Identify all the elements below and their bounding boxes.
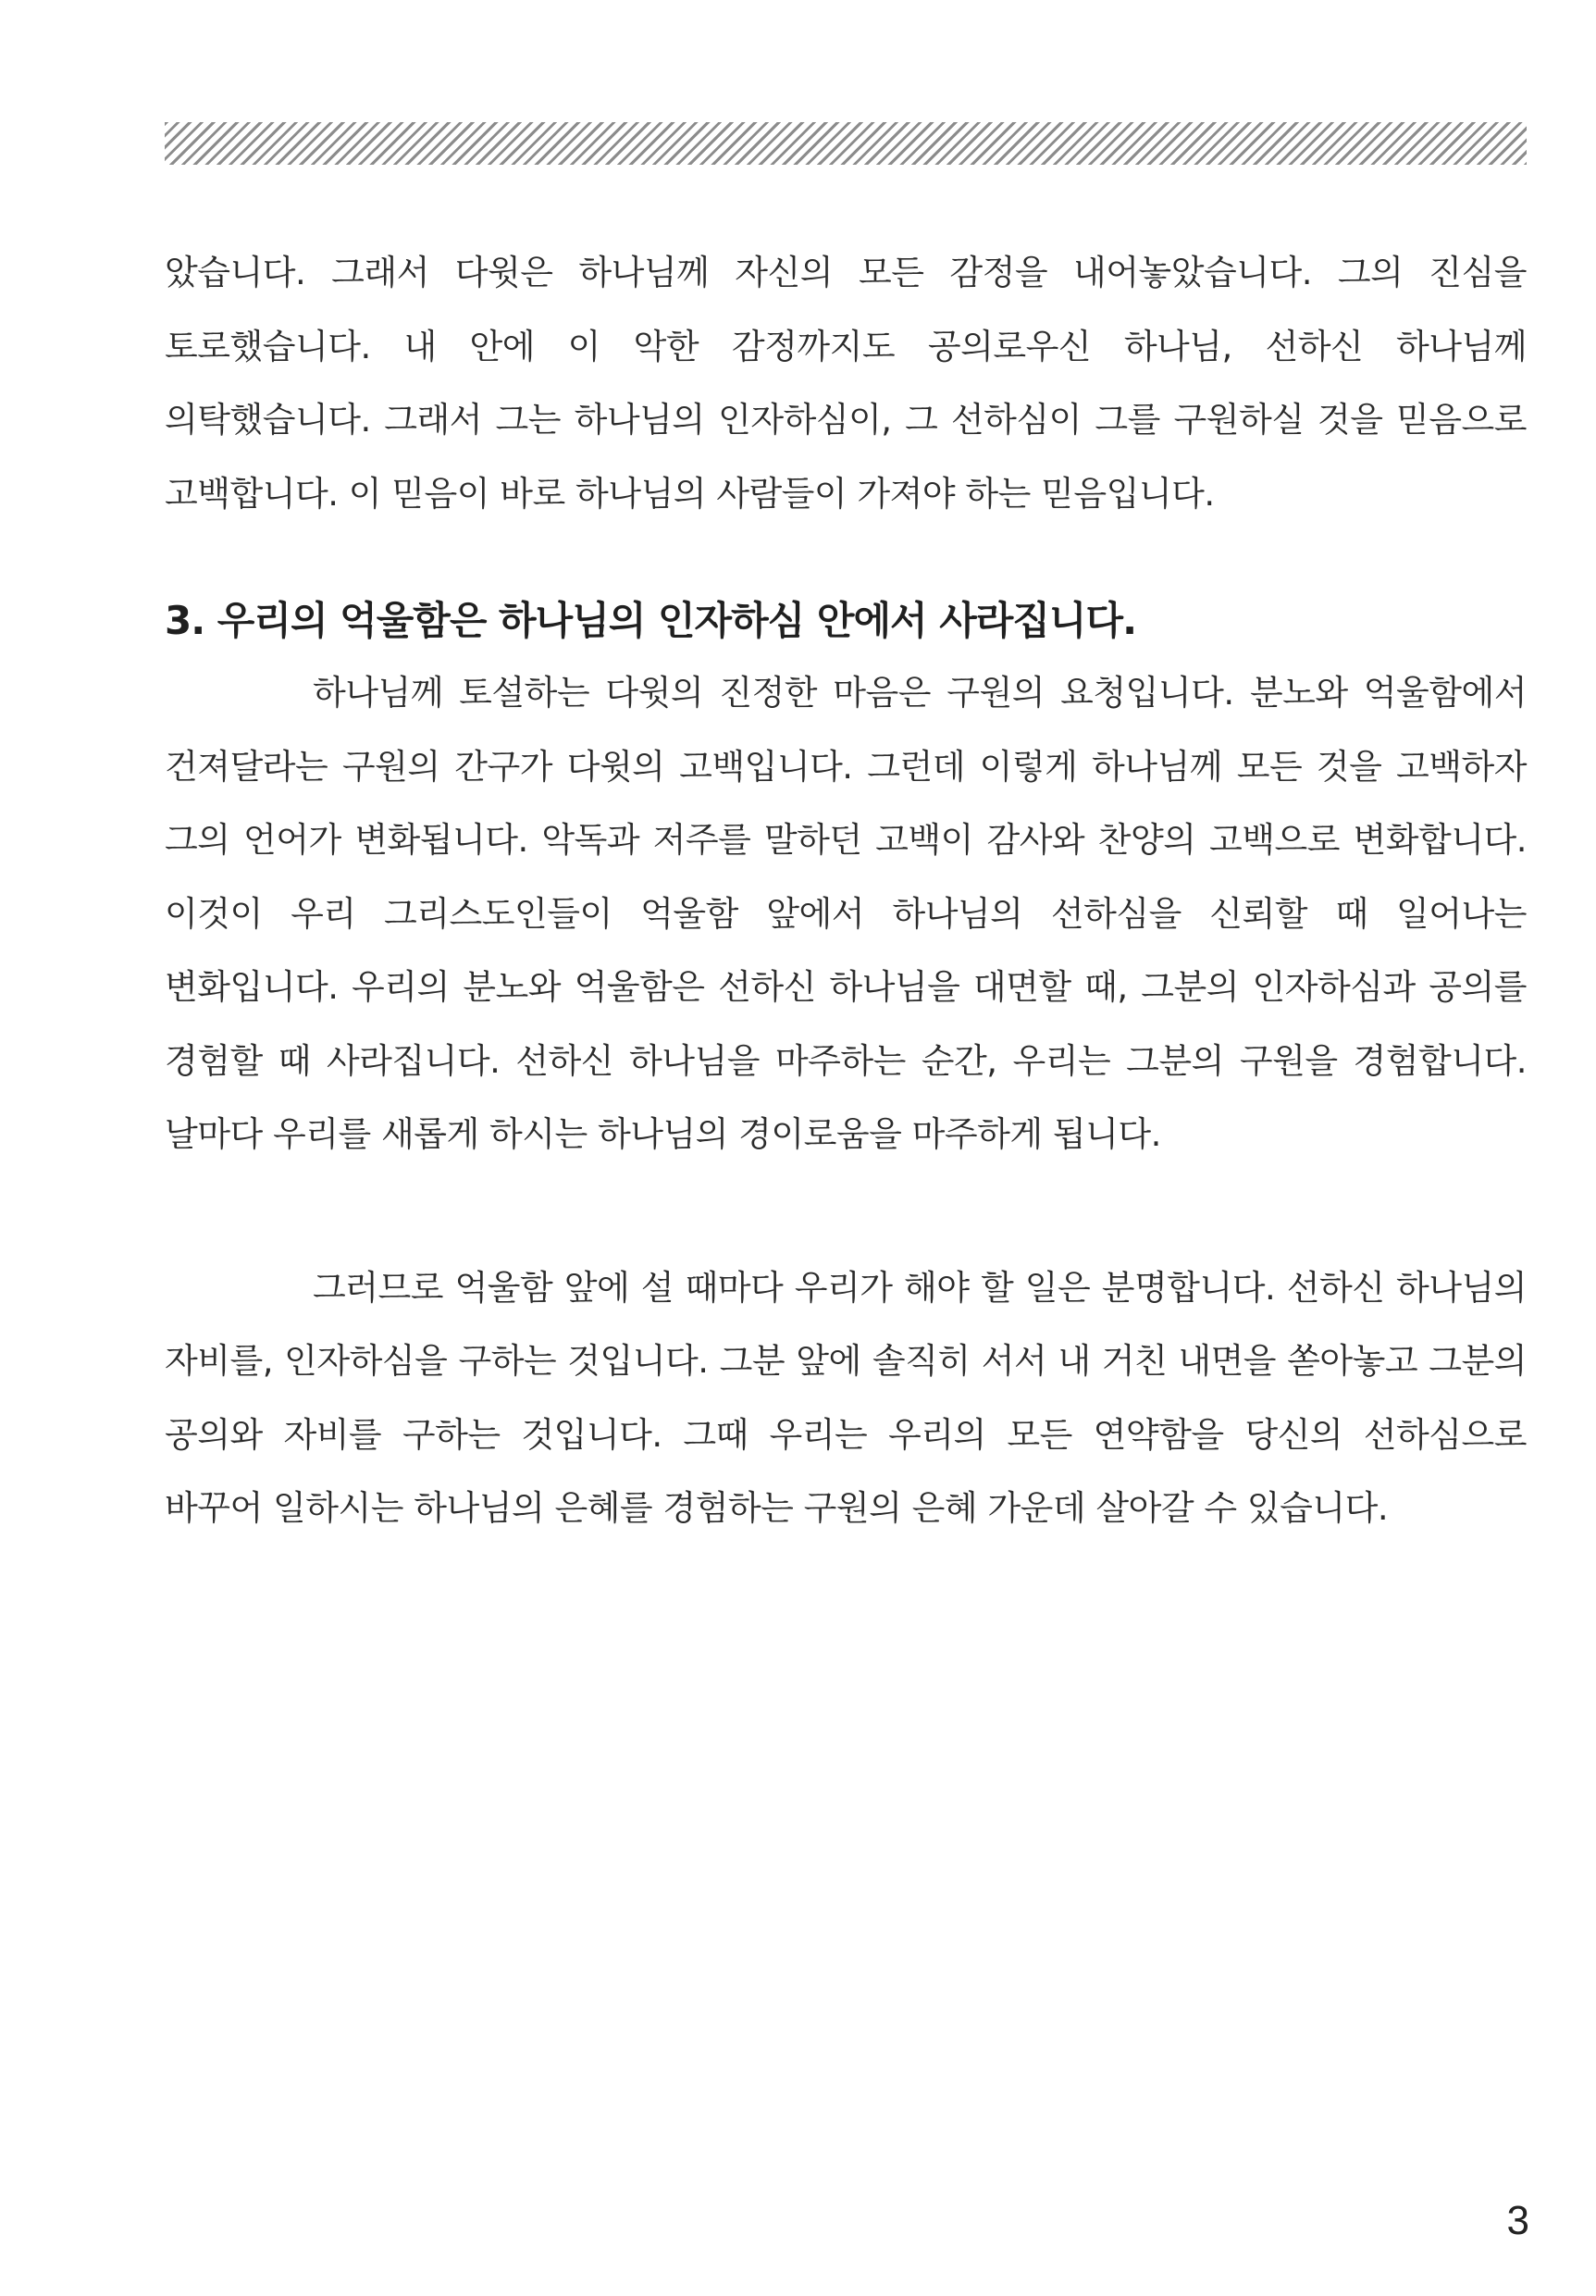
paragraph-section-body: 하나님께 토설하는 다윗의 진정한 마음은 구원의 요청입니다. 분노와 억울함에서 건져달라는 구원의 간구가 다윗의 고백입니다. 그런데 이렇게 하나님께 모든 것을 고백하자 그의 언어가 변화됩니다. 악독과 저주를 말하던 고백이 감사와 찬양의 고백으로 변화합니다. 이것이 우리 그리스도인들이 억울함 앞에서 하나님의 선하심을 신뢰할 때 일어나는 변화입니다. 우리의 분노와 억울함은 선하신 하나님을 대면할 때, 그분의 인자하심과 공의를 경험할 때 사라집니다. 선하신 하나님을 마주하는 순간, 우리는 그분의 구원을 경험합니다. 날마다 우리를 새롭게 하시는 하나님의 경이로움을 마주하게 됩니다. xyxy=(165,673,1527,1154)
paragraph-continued: 았습니다. 그래서 다윗은 하나님께 자신의 모든 감정을 내어놓았습니다. 그의 진심을 토로했습니다. 내 안에 이 악한 감정까지도 공의로우신 하나님, 선하신 하나님께 의탁했습니다. 그래서 그는 하나님의 인자하심이, 그 선하심이 그를 구원하실 것을 믿음으로 고백합니다. 이 믿음이 바로 하나님의 사람들이 가져야 하는 믿음입니다. xyxy=(165,253,1527,514)
header-hatch-band xyxy=(165,122,1527,165)
page-number: 3 xyxy=(1506,2198,1529,2243)
paragraph-conclusion: 그러므로 억울함 앞에 설 때마다 우리가 해야 할 일은 분명합니다. 선하신 하나님의 자비를, 인자하심을 구하는 것입니다. 그분 앞에 솔직히 서서 내 거친 내면을 쏟아놓고 그분의 공의와 자비를 구하는 것입니다. 그때 우리는 우리의 모든 연약함을 당신의 선하심으로 바꾸어 일하시는 하나님의 은혜를 경험하는 구원의 은혜 가운데 살아갈 수 있습니다. xyxy=(165,1267,1527,1528)
page-body xyxy=(165,236,1527,1545)
section-heading: 3. 우리의 억울함은 하나님의 인자하심 안에서 사라집니다. xyxy=(165,598,1137,643)
